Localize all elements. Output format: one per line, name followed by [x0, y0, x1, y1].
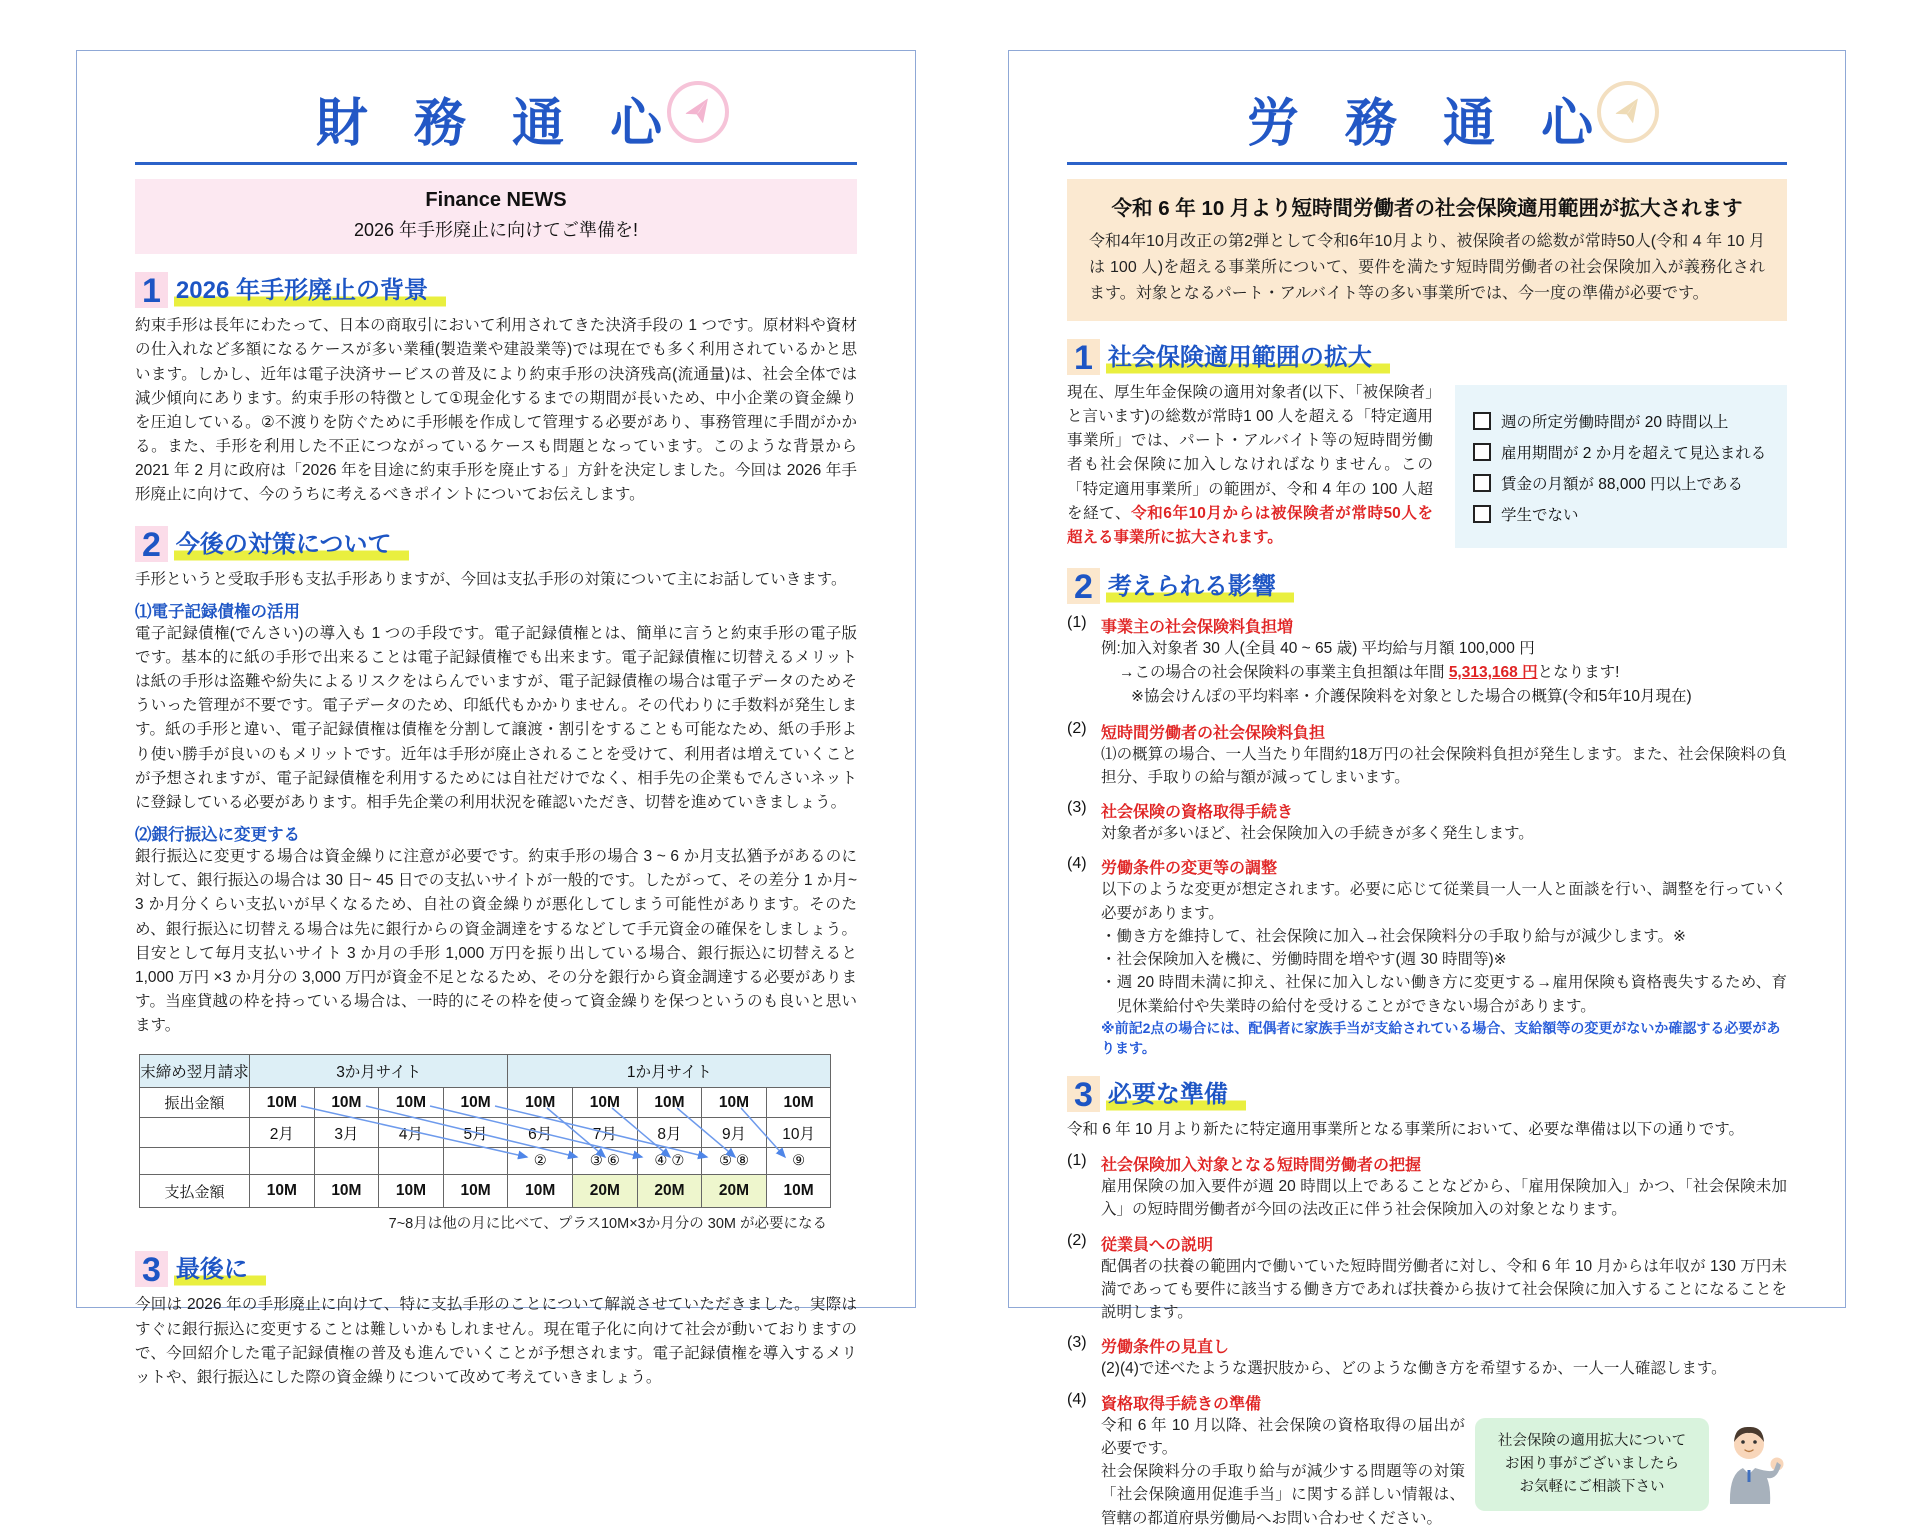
- pay-cell-highlight: 20M: [573, 1175, 638, 1208]
- checkbox-icon: [1473, 474, 1491, 492]
- impact-1-result-post: となります!: [1537, 664, 1620, 682]
- impact-3: [1067, 799, 1787, 845]
- sight-comparison-table: [139, 1054, 831, 1208]
- impact-4-option-2: ・社会保険加入を機に、労働時間を増やす(週 30 時間等)※: [1101, 951, 1507, 969]
- issue-cell: 10M: [573, 1088, 638, 1118]
- pay-cell: 10M: [250, 1175, 315, 1208]
- section2-title: 今後の対策について: [174, 530, 410, 562]
- checkbox-icon: [1473, 443, 1491, 461]
- section3-number: 3: [1067, 1076, 1100, 1112]
- section3-number: 3: [135, 1251, 168, 1287]
- pay-cell-highlight: 20M: [637, 1175, 702, 1208]
- impact-title: 社会保険の資格取得手続き: [1101, 804, 1294, 822]
- section2-number: 2: [1067, 568, 1100, 604]
- preparation-2-body: 配偶者の扶養の範囲内で働いていた短時間労働者に対し、令和 6 年 10 月からは年収が 130 万円未満であっても要件に該当する働き方であれば扶養から抜けて社会保険に加入することになることを説明します。: [1101, 1257, 1787, 1322]
- impact-1-result: [1119, 661, 1787, 685]
- preparation-2-heading: [1067, 1232, 1787, 1255]
- impact-1-example: 例:加入対象者 30 人(全員 40 ~ 65 歳) 平均給与月額 100,000 円: [1101, 640, 1535, 658]
- section3-heading: [1067, 1076, 1787, 1112]
- section3-heading: [135, 1251, 857, 1290]
- impact-3-body: 対象者が多いほど、社会保険加入の手続きが多く発生します。: [1101, 825, 1534, 843]
- table-corner-cell: 末締め翌月請求: [140, 1055, 250, 1088]
- impact-number: (2): [1067, 719, 1087, 737]
- impact-4-option-1: ・働き方を維持して、社会保険に加入→社会保険料分の手取り給与が減少します。※: [1101, 927, 1686, 945]
- preparation-3: [1067, 1334, 1787, 1380]
- pay-cell: 10M: [443, 1175, 508, 1208]
- section1-heading: [1067, 339, 1787, 375]
- subsection2-body: 銀行振込に変更する場合は資金繰りに注意が必要です。約束手形の場合 3 ~ 6 か月支払猶予があるのに対して、銀行振込の場合は 30 日~ 45 日での支払いサイトが一般的です。したがって、その差分 1 か月~ 3 か月分くらい支払いが早くなるため、自社の資金繰りが悪化してしまう可能性があります。そのため、銀行振込に切替える場合は先に銀行からの資金調達をするなどして手元資金の確保をしましょう。目安として毎月支払いサイト 3 か月の手形 1,000 万円を振り出している場合、銀行振込に切替えると 1,000 万円 ×3 か月分の 3,000 万円が資金不足となるため、その分を銀行から資金調達する必要があります。当座貸越の枠を持っている場合は、一時的にその枠を使って資金繰りを保つというのも良いと思います。: [135, 848, 857, 1035]
- subsection2-title: ⑵銀行振込に変更する: [135, 826, 300, 845]
- month-cell: 10月: [766, 1118, 831, 1148]
- consultation-callout: [1475, 1418, 1787, 1512]
- labor-newsletter-page: [1008, 50, 1846, 1527]
- month-row-label: [140, 1118, 250, 1148]
- paper-plane-icon: [1597, 81, 1659, 143]
- pay-cell: 10M: [314, 1175, 379, 1208]
- subsection1-title: ⑴電子記録債権の活用: [135, 602, 300, 621]
- month-cell: 5月: [443, 1118, 508, 1148]
- arrow-cell: ⑨: [766, 1148, 831, 1175]
- preparation-1-heading: [1067, 1152, 1787, 1175]
- banner-title: Finance NEWS: [425, 189, 567, 212]
- issue-cell: 10M: [508, 1088, 573, 1118]
- month-cell: 8月: [637, 1118, 702, 1148]
- subsection1-body: 電子記録債権(でんさい)の導入も 1 つの手段です。電子記録債権とは、簡単に言うと約束手形の電子版です。基本的に紙の手形で出来ることは電子記録債権でも出来ます。電子記録債権に切替えるメリットは紙の手形は盗難や紛失によるリスクをはらんでいますが、電子記録債権の場合は電子データのためそういった管理が不要です。電子データのため、印紙代もかかりません。その代わりに手数料が発生します。紙の手形と違い、電子記録債権は債権を分割して譲渡・割引をすることも可能なため、紙の手形より使い勝手が良いのもメリットです。近年は手形が廃止されることを受けて、利用者は増えていくことが予想されますが、電子記録債権を利用するためには自社だけでなく、相手先の企業もでんさいネットに登録している必要があります。相手先企業の利用状況を確認いただき、切替を進めていきましょう。: [135, 624, 857, 811]
- labor-title-block: [1067, 95, 1787, 152]
- preparation-3-heading: [1067, 1334, 1787, 1357]
- month-cell: 2月: [250, 1118, 315, 1148]
- preparation-number: (1): [1067, 1152, 1087, 1170]
- finance-newsletter-page: [76, 50, 916, 1386]
- preparation-4: [1067, 1391, 1787, 1530]
- checklist-item: [1473, 441, 1773, 463]
- preparation-title: 資格取得手続きの準備: [1101, 1395, 1262, 1413]
- impact-4-heading: [1067, 855, 1787, 878]
- impact-4: [1067, 855, 1787, 1058]
- issue-cell: 10M: [379, 1088, 444, 1118]
- group-1month-sight: 1か月サイト: [508, 1055, 831, 1088]
- banner-body: 令和4年10月改正の第2弾として令和6年10月より、被保険者の総数が常時50人(令和 4 年 10 月は 100 人)を超える事業所について、要件を満たす短時間労働者の社会保険加入が義務化されます。対象となるパート・アルバイト等の多い事業所では、今一度の準備が必要です。: [1089, 233, 1765, 302]
- arrow-cell: ⑤ ⑧: [702, 1148, 767, 1175]
- section1-number: 1: [135, 272, 168, 308]
- eligibility-checklist: [1455, 385, 1787, 548]
- title-divider: [135, 162, 857, 165]
- arrow-cell: [379, 1148, 444, 1175]
- consultation-box: [1475, 1418, 1709, 1512]
- checklist-label: 学生でない: [1501, 506, 1579, 524]
- scope-expansion-row: [1067, 381, 1787, 550]
- issue-cell: 10M: [443, 1088, 508, 1118]
- arrow-cell: ④ ⑦: [637, 1148, 702, 1175]
- issue-row-label: 振出金額: [140, 1088, 250, 1118]
- advisor-illustration: [1713, 1418, 1787, 1510]
- preparation-3-body: (2)(4)で述べたような選択肢から、どのような働き方を希望するか、一人一人確認します。: [1101, 1360, 1727, 1378]
- section2-number: 2: [135, 526, 168, 562]
- impact-title: 短時間労働者の社会保険料負担: [1101, 724, 1326, 742]
- banner-subtitle: 2026 年手形廃止に向けてご準備を!: [353, 220, 639, 241]
- banner-title: 令和 6 年 10 月より短時間労働者の社会保険適用範囲が拡大されます: [1111, 197, 1743, 221]
- impact-number: (3): [1067, 799, 1087, 817]
- impact-4-body: 以下のような変更が想定されます。必要に応じて従業員一人一人と面談を行い、調整を行っていく必要があります。: [1101, 881, 1787, 922]
- preparation-1: [1067, 1152, 1787, 1222]
- checklist-label: 週の所定労働時間が 20 時間以上: [1501, 413, 1729, 431]
- section1-body-text: 現在、厚生年金保険の適用対象者(以下、「被保険者」と言います)の総数が常時1 00 人を超える「特定適用事業所」では、パート・アルバイト等の短時間労働者も社会保険に加入しなければなりません。この「特定適用事業所」の範囲が、令和 4 年の 100 人超を経て、: [1067, 383, 1433, 522]
- preparation-number: (4): [1067, 1390, 1087, 1408]
- payment-sight-table: [139, 1054, 831, 1208]
- impact-4-note: ※前記2点の場合には、配偶者に家族手当が支給されている場合、支給額等の変更がないか確認する必要があります。: [1101, 1019, 1781, 1056]
- arrow-cell: [443, 1148, 508, 1175]
- checklist-item: [1473, 472, 1773, 494]
- preparation-4-body-2: 社会保険料分の手取り給与が減少する問題等の対策「社会保険適用促進手当」に関する詳しい情報は、管轄の都道府県労働局へお問い合わせください。: [1101, 1463, 1465, 1527]
- preparation-title: 従業員への説明: [1101, 1236, 1214, 1254]
- impact-number: (1): [1067, 614, 1087, 632]
- issue-cell: 10M: [637, 1088, 702, 1118]
- section1-heading: [135, 272, 857, 311]
- impact-1-note: ※協会けんぽの平均料率・介護保険料を対象とした場合の概算(令和5年10月現在): [1131, 688, 1692, 706]
- arrow-row-label: [140, 1148, 250, 1175]
- checkbox-icon: [1473, 412, 1491, 430]
- group-3month-sight: 3か月サイト: [250, 1055, 508, 1088]
- issue-cell: 10M: [314, 1088, 379, 1118]
- paper-plane-icon: [667, 81, 729, 143]
- section1-number: 1: [1067, 339, 1100, 375]
- impact-number: (4): [1067, 855, 1087, 873]
- section2-title: 考えられる影響: [1106, 572, 1294, 604]
- section1-body-red: 令和6年10月からは被保険者が常時50人を超える事業所に拡大されます。: [1067, 504, 1433, 546]
- preparation-4-heading: [1067, 1391, 1787, 1414]
- section1-title: 社会保険適用範囲の拡大: [1106, 343, 1390, 375]
- pay-row-label: 支払金額: [140, 1175, 250, 1208]
- consultation-line: 社会保険の適用拡大について: [1497, 1432, 1687, 1449]
- table-caption: 7~8月は他の月に比べて、プラス10M×3か月分の 30M が必要になる: [388, 1216, 827, 1233]
- issue-cell: 10M: [250, 1088, 315, 1118]
- arrow-cell: ②: [508, 1148, 573, 1175]
- preparation-number: (3): [1067, 1334, 1087, 1352]
- impact-2: [1067, 720, 1787, 790]
- pay-cell: 10M: [766, 1175, 831, 1208]
- finance-news-banner: [135, 179, 857, 254]
- impact-1-result-pre: →この場合の社会保険料の事業主負担額は年間: [1119, 664, 1449, 682]
- preparation-title: 労働条件の見直し: [1101, 1339, 1230, 1357]
- checklist-item: [1473, 503, 1773, 525]
- month-cell: 9月: [702, 1118, 767, 1148]
- preparation-number: (2): [1067, 1231, 1087, 1249]
- arrow-cell: ③ ⑥: [573, 1148, 638, 1175]
- section2-intro: 手形というと受取手形も支払手形ありますが、今回は支払手形の対策について主にお話していきます。: [135, 570, 847, 588]
- page-title: 財 務 通 心: [315, 93, 677, 154]
- month-cell: 3月: [314, 1118, 379, 1148]
- impact-1-amount: 5,313,168 円: [1448, 664, 1538, 682]
- impact-1: [1067, 614, 1787, 710]
- section3-body: 今回は 2026 年の手形廃止に向けて、特に支払手形のことについて解説させていただきました。実際はすぐに銀行振込に変更することは難しいかもしれません。現在電子化に向けて社会が動いておりますので、今回紹介した電子記録債権の普及も進んでいくことが予想されます。電子記録債権を導入するメリットや、銀行振込にした際の資金繰りについて改めて考えていきましょう。: [135, 1296, 857, 1386]
- section3-intro: 令和 6 年 10 月より新たに特定適用事業所となる事業所において、必要な準備は以下の通りです。: [1067, 1120, 1745, 1138]
- section3-title: 必要な準備: [1106, 1080, 1246, 1112]
- section2-heading: [135, 526, 857, 562]
- impact-1-heading: [1067, 614, 1787, 637]
- section1-title: 2026 年手形廃止の背景: [174, 276, 446, 308]
- impact-title: 事業主の社会保険料負担増: [1101, 619, 1294, 637]
- preparation-title: 社会保険加入対象となる短時間労働者の把握: [1101, 1157, 1422, 1175]
- law-change-banner: [1067, 179, 1787, 321]
- month-cell: 4月: [379, 1118, 444, 1148]
- section1-body: 約束手形は長年にわたって、日本の商取引において利用されてきた決済手段の 1 つです。原材料や資材の仕入れなど多額になるケースが多い業種(製造業や建設業等)では現在でも多く利用されているかと思います。しかし、近年は電子決済サービスの普及により約束手形の決済残高(流通量)は、社会全体では減少傾向にあります。約束手形の特徴として①現金化するまでの期間が長いため、中小企業の資金繰りを圧迫している。②不渡りを防ぐために手形帳を作成して管理する必要があり、事務管理に手間がかかる。また、手形を利用した不正につながっているケースも問題となっています。このような背景から 2021 年 2 月に政府は「2026 年を目途に約束手形を廃止する」方針を決定しました。今回は 2026 年手形廃止に向けて、今のうちに考えるべきポイントについてお伝えします。: [135, 317, 857, 504]
- preparation-4-body-1: 令和 6 年 10 月以降、社会保険の資格取得の届出が必要です。: [1101, 1416, 1465, 1457]
- month-cell: 6月: [508, 1118, 573, 1148]
- preparation-1-body: 雇用保険の加入要件が週 20 時間以上であることなどから、「雇用保険加入」かつ、「社会保険未加入」の短時間労働者が今回の法改正に伴う社会保険加入の対象となります。: [1101, 1178, 1787, 1219]
- issue-cell: 10M: [702, 1088, 767, 1118]
- pay-cell: 10M: [379, 1175, 444, 1208]
- finance-title-block: [135, 95, 857, 152]
- pay-cell: 10M: [508, 1175, 573, 1208]
- impact-2-heading: [1067, 720, 1787, 743]
- checklist-label: 雇用期間が 2 か月を超えて見込まれる: [1501, 444, 1767, 462]
- checklist-label: 賃金の月額が 88,000 円以上である: [1501, 475, 1744, 493]
- preparation-2: [1067, 1232, 1787, 1325]
- consultation-line: お気軽にご相談下さい: [1519, 1478, 1665, 1495]
- checkbox-icon: [1473, 505, 1491, 523]
- month-cell: 7月: [573, 1118, 638, 1148]
- impact-4-option-3: ・週 20 時間未満に抑え、社保に加入しない働き方に変更する→雇用保険も資格喪失するため、育児休業給付や失業時の給付を受けることができない場合があります。: [1101, 974, 1787, 1015]
- section2-heading: [1067, 568, 1787, 607]
- section3-title: 最後に: [174, 1255, 266, 1287]
- section1-body: [1067, 381, 1433, 550]
- impact-3-heading: [1067, 799, 1787, 822]
- issue-cell: 10M: [766, 1088, 831, 1118]
- title-divider: [1067, 162, 1787, 165]
- pay-cell-highlight: 20M: [702, 1175, 767, 1208]
- checklist-item: [1473, 410, 1773, 432]
- impact-title: 労働条件の変更等の調整: [1101, 860, 1278, 878]
- consultation-line: お困り事がございましたら: [1505, 1455, 1679, 1472]
- arrow-cell: [250, 1148, 315, 1175]
- arrow-cell: [314, 1148, 379, 1175]
- impact-2-body: ⑴の概算の場合、一人当たり年間約18万円の社会保険料負担が発生します。また、社会保険料の負担分、手取りの給与額が減ってしまいます。: [1101, 745, 1787, 786]
- page-title: 労 務 通 心: [1246, 93, 1608, 154]
